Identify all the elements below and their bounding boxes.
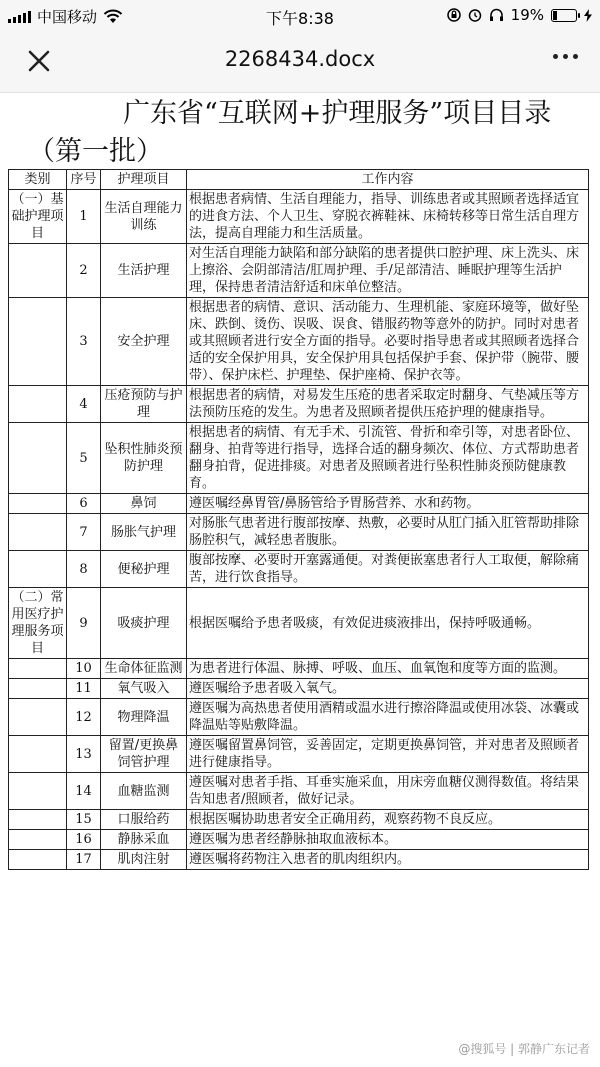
table-row xyxy=(9,588,589,659)
row-item: 物理降温 xyxy=(101,699,187,736)
row-content: 遵医嘱留置鼻饲管，妥善固定，定期更换鼻饲管，并对患者及照顾者进行健康指导。 xyxy=(187,736,589,773)
table-row xyxy=(9,551,589,588)
status-time: 下午8:38 xyxy=(266,9,334,28)
row-item: 吸痰护理 xyxy=(101,588,187,659)
table-row xyxy=(9,773,589,810)
header-item: 护理项目 xyxy=(101,170,187,190)
table-row xyxy=(9,850,589,870)
row-item: 氧气吸入 xyxy=(101,679,187,699)
row-number: 12 xyxy=(67,699,101,736)
category-cell-empty xyxy=(9,551,67,588)
table-row xyxy=(9,514,589,551)
row-item: 肌肉注射 xyxy=(101,850,187,870)
header-category: 类别 xyxy=(9,170,67,190)
carrier-name: 中国移动 xyxy=(37,8,98,26)
table-header-row xyxy=(9,170,589,190)
table-row xyxy=(9,736,589,773)
table-row xyxy=(9,830,589,850)
row-number: 5 xyxy=(67,423,101,494)
row-item: 压疮预防与护理 xyxy=(101,386,187,423)
row-number: 9 xyxy=(67,588,101,659)
row-item: 血糖监测 xyxy=(101,773,187,810)
row-item: 生活护理 xyxy=(101,244,187,298)
category-cell-empty xyxy=(9,659,67,679)
row-number: 11 xyxy=(67,679,101,699)
table-row xyxy=(9,699,589,736)
header-content: 工作内容 xyxy=(187,170,589,190)
category-cell-empty xyxy=(9,830,67,850)
table-row xyxy=(9,244,589,298)
row-number: 8 xyxy=(67,551,101,588)
row-number: 4 xyxy=(67,386,101,423)
more-button[interactable] xyxy=(553,54,578,59)
row-item: 留置/更换鼻饲管护理 xyxy=(101,736,187,773)
row-item: 生命体征监测 xyxy=(101,659,187,679)
row-content: 根据患者的病情，对易发生压疮的患者采取定时翻身、气垫减压等方法预防压疮的发生。为患者及照顾者提供压疮护理的健康指导。 xyxy=(187,386,589,423)
category-cell-empty xyxy=(9,494,67,514)
row-content: 腹部按摩、必要时开塞露通便。对粪便嵌塞患者行人工取便，解除痛苦，进行饮食指导。 xyxy=(187,551,589,588)
row-content: 对生活自理能力缺陷和部分缺陷的患者提供口腔护理、床上洗头、床上擦浴、会阴部清洁/肛周护理、手/足部清洁、睡眠护理等生活护理，保持患者清洁舒适和床单位整洁。 xyxy=(187,244,589,298)
category-cell-empty xyxy=(9,679,67,699)
table-row xyxy=(9,810,589,830)
row-content: 根据患者病情、生活自理能力，指导、训练患者或其照顾者选择适宜的进食方法、个人卫生、穿脱衣裤鞋袜、床椅转移等日常生活自理方法，提高自理能力和生活质量。 xyxy=(187,190,589,244)
row-item: 生活自理能力训练 xyxy=(101,190,187,244)
row-number: 17 xyxy=(67,850,101,870)
header-number: 序号 xyxy=(67,170,101,190)
row-content: 遵医嘱将药物注入患者的肌肉组织内。 xyxy=(187,850,589,870)
more-dots-icon xyxy=(553,54,558,59)
headphones-icon xyxy=(489,8,504,22)
row-item: 鼻饲 xyxy=(101,494,187,514)
category-cell-empty xyxy=(9,514,67,551)
heading-line-2: （第一批） xyxy=(28,136,163,167)
heading-line-1: 广东省“互联网+护理服务”项目目录 xyxy=(123,98,552,129)
row-content: 遵医嘱为患者经静脉抽取血液标本。 xyxy=(187,830,589,850)
category-cell-empty xyxy=(9,423,67,494)
table-row xyxy=(9,659,589,679)
document-file-name: 2268434.docx xyxy=(224,47,376,71)
watermark: @搜狐号 | 郭静广东记者 xyxy=(458,1042,590,1056)
row-number: 6 xyxy=(67,494,101,514)
table-row xyxy=(9,190,589,244)
row-item: 便秘护理 xyxy=(101,551,187,588)
charging-icon xyxy=(584,9,592,22)
row-content: 对肠胀气患者进行腹部按摩、热敷，必要时从肛门插入肛管帮助排除肠腔积气，减轻患者腹胀。 xyxy=(187,514,589,551)
alarm-icon xyxy=(468,8,482,22)
battery-percent: 19% xyxy=(510,6,544,24)
row-item: 安全护理 xyxy=(101,298,187,386)
row-content: 根据患者的病情、有无手术、引流管、骨折和牵引等，对患者卧位、翻身、拍背等进行指导，选择合适的翻身频次、体位、方式帮助患者翻身拍背，促进排痰。对患者及照顾者进行坠积性肺炎预防健康教育。 xyxy=(187,423,589,494)
row-number: 2 xyxy=(67,244,101,298)
row-content: 遵医嘱对患者手指、耳垂实施采血，用床旁血糖仪测得数值。将结果告知患者/照顾者，做好记录。 xyxy=(187,773,589,810)
row-item: 肠胀气护理 xyxy=(101,514,187,551)
row-number: 16 xyxy=(67,830,101,850)
row-item: 口服给药 xyxy=(101,810,187,830)
row-content: 遵医嘱给予患者吸入氧气。 xyxy=(187,679,589,699)
category-cell: （一）基础护理项目 xyxy=(9,190,67,244)
table-row xyxy=(9,298,589,386)
row-number: 14 xyxy=(67,773,101,810)
document-content[interactable] xyxy=(0,93,600,1067)
row-content: 遵医嘱经鼻胃管/鼻肠管给予胃肠营养、水和药物。 xyxy=(187,494,589,514)
row-number: 1 xyxy=(67,190,101,244)
row-item: 坠积性肺炎预防护理 xyxy=(101,423,187,494)
category-cell: （二）常用医疗护理服务项目 xyxy=(9,588,67,659)
table-row xyxy=(9,423,589,494)
category-cell-empty xyxy=(9,298,67,386)
category-cell-empty xyxy=(9,736,67,773)
document-heading xyxy=(28,95,598,171)
row-content: 根据医嘱协助患者安全正确用药，观察药物不良反应。 xyxy=(187,810,589,830)
row-number: 7 xyxy=(67,514,101,551)
row-content: 根据医嘱给予患者吸痰，有效促进痰液排出，保持呼吸通畅。 xyxy=(187,588,589,659)
row-number: 13 xyxy=(67,736,101,773)
battery-icon xyxy=(551,9,577,22)
title-bar xyxy=(0,30,600,93)
row-number: 3 xyxy=(67,298,101,386)
table-row xyxy=(9,386,589,423)
nursing-service-table xyxy=(8,169,589,870)
category-cell-empty xyxy=(9,850,67,870)
row-number: 10 xyxy=(67,659,101,679)
category-cell-empty xyxy=(9,810,67,830)
row-item: 静脉采血 xyxy=(101,830,187,850)
row-number: 15 xyxy=(67,810,101,830)
orientation-lock-icon xyxy=(447,8,461,22)
category-cell-empty xyxy=(9,773,67,810)
row-content: 遵医嘱为高热患者使用酒精或温水进行擦浴降温或使用冰袋、冰囊或降温贴等贴敷降温。 xyxy=(187,699,589,736)
status-bar xyxy=(0,0,600,30)
row-content: 为患者进行体温、脉搏、呼吸、血压、血氧饱和度等方面的监测。 xyxy=(187,659,589,679)
table-row xyxy=(9,494,589,514)
category-cell-empty xyxy=(9,244,67,298)
table-row xyxy=(9,679,589,699)
category-cell-empty xyxy=(9,386,67,423)
row-content: 根据患者的病情、意识、活动能力、生理机能、家庭环境等，做好坠床、跌倒、烫伤、误吸、误食、错服药物等意外的防护。同时对患者或其照顾者进行安全方面的指导。必要时指导患者或其照顾者选择合适的安全保护用具，安全保护用具包括保护手套、保护带（腕带、腰带）、保护床栏、护理垫、保护座椅、保护衣等。 xyxy=(187,298,589,386)
category-cell-empty xyxy=(9,699,67,736)
